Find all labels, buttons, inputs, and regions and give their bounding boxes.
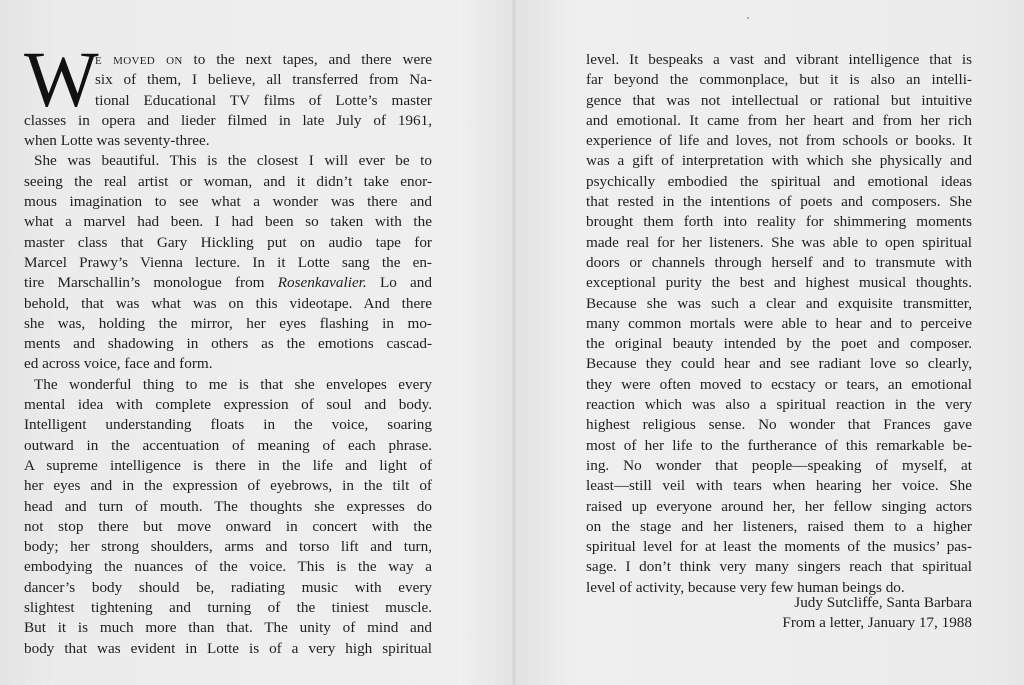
text-line: body; her strong shoulders, arms and torso lift and turn, bbox=[24, 538, 432, 556]
text-line: A supreme intelligence is there in the life and light of bbox=[24, 456, 432, 474]
text-line: and emotional. It came from her heart and from her rich bbox=[586, 111, 972, 129]
text-line: body that was evident in Lotte is of a very high spiritual bbox=[24, 639, 432, 657]
text-line: The wonderful thing to me is that she envelopes every bbox=[34, 375, 432, 393]
text-line-rest: Lo and bbox=[366, 274, 432, 292]
text-line: doors or channels through herself and to transmute with bbox=[586, 253, 972, 271]
text-line: they were often moved to ecstacy or tears, an emotional bbox=[586, 375, 972, 393]
text-line: psychically embodied the spiritual and emotional ideas bbox=[586, 172, 972, 190]
text-line: brought them forth into reality for shimmering moments bbox=[586, 213, 972, 231]
text-line: level. It bespeaks a vast and vibrant intelligence that is bbox=[586, 51, 972, 68]
text-line: on the stage and her listeners, raised them to a higher bbox=[586, 517, 972, 535]
text-line: mous imagination to see what a wonder was there and bbox=[24, 193, 432, 211]
text-line: Because she was such a clear and exquisite transmitter, bbox=[586, 294, 972, 312]
left-page-text bbox=[24, 37, 432, 659]
text-line: gence that was not intellectual or rational but intuitive bbox=[586, 91, 972, 109]
text-line: reaction which was also a spiritual reaction in the very bbox=[586, 396, 972, 414]
text-line: many common mortals were able to hear and to perceive bbox=[586, 314, 972, 332]
text-line: Because they could hear and see radiant love so clearly, bbox=[586, 355, 972, 373]
text-line: tional Educational TV films of Lotte’s master bbox=[95, 91, 432, 109]
opera-title: Rosenkavalier. bbox=[277, 274, 367, 292]
text-line: Marcel Prawy’s Vienna lecture. In it Lotte sang the en- bbox=[24, 253, 432, 271]
text-line: that rested in the intentions of poets and composers. She bbox=[586, 193, 972, 211]
text-line: raised up everyone around her, her fellow singing actors bbox=[586, 497, 972, 515]
small-caps-opening: e moved on bbox=[95, 51, 183, 68]
drop-cap: W bbox=[24, 37, 99, 124]
text-line: when Lotte was seventy-three. bbox=[24, 132, 210, 150]
text-line: not stop there but move onward in concert with the bbox=[24, 517, 432, 535]
text-line: six of them, I believe, all transferred from Na- bbox=[95, 71, 432, 89]
text-line: least—still veil with tears when hearing her voice. She bbox=[586, 477, 972, 495]
text-line: ing. No wonder that people—speaking of myself, at bbox=[586, 456, 972, 474]
right-page-text bbox=[586, 50, 972, 598]
text-line: dancer’s body should be, radiating music with every bbox=[24, 578, 432, 596]
text-line: classes in opera and lieder filmed in late July of 1961, bbox=[24, 111, 432, 129]
text-line: But it is much more than that. The unity of mind and bbox=[24, 619, 432, 637]
text-line: master class that Gary Hickling put on audio tape for bbox=[24, 233, 432, 251]
text-line: what a marvel had been. I had been so taken with the bbox=[24, 213, 432, 231]
text-line: behold, that was what was on this videotape. And there bbox=[24, 294, 432, 312]
text-line-rest: to the next tapes, and there were bbox=[182, 51, 432, 68]
text-line: most of her life to the furtherance of this remarkable be- bbox=[586, 436, 972, 454]
text-line: outward in the accentuation of meaning of each phrase. bbox=[24, 436, 432, 454]
text-line: embodying the nuances of the voice. This is the way a bbox=[24, 558, 432, 576]
text-line: head and turn of mouth. The thoughts she expresses do bbox=[24, 497, 432, 515]
text-line: mental idea with complete expression of soul and body. bbox=[24, 396, 432, 414]
signature-block bbox=[782, 593, 972, 634]
signature-source: From a letter, January 17, 1988 bbox=[782, 614, 972, 632]
text-line: made real for her listeners. She was able to open spiritual bbox=[586, 233, 972, 251]
text-line: exceptional purity the best and highest musical thoughts. bbox=[586, 274, 972, 292]
text-line: experience of life and loves, not from schools or books. It bbox=[586, 132, 972, 150]
page-fold bbox=[512, 0, 516, 685]
text-line: she was, holding the mirror, her eyes flashing in mo- bbox=[24, 314, 432, 332]
text-line: the original beauty intended by the poet and composer. bbox=[586, 335, 972, 353]
text-line: sage. I don’t think very many singers reach that spiritual bbox=[586, 558, 972, 576]
text-line: She was beautiful. This is the closest I will ever be to bbox=[34, 152, 432, 170]
text-line: far beyond the commonplace, but it is also an intelli- bbox=[586, 71, 972, 89]
text-line: her eyes and in the expression of eyebrows, in the tilt of bbox=[24, 477, 432, 495]
paper-speck bbox=[747, 17, 749, 19]
text-line: highest religious sense. No wonder that Frances gave bbox=[586, 416, 972, 434]
text-line bbox=[24, 273, 432, 293]
text-line: was a gift of interpretation with which she physically and bbox=[586, 152, 972, 170]
text-line: slightest tightening and turning of the tiniest muscle. bbox=[24, 599, 432, 617]
signature-name: Judy Sutcliffe, Santa Barbara bbox=[794, 594, 972, 611]
text-line: Intelligent understanding floats in the voice, soaring bbox=[24, 416, 432, 434]
text-line: ments and shadowing in others as the emotions cascad- bbox=[24, 335, 432, 353]
text-line: level of activity, because very few human beings do. bbox=[586, 578, 905, 596]
text-line-start: tire Marschallin’s monologue from bbox=[24, 274, 278, 292]
text-line: seeing the real artist or woman, and it didn’t take enor- bbox=[24, 172, 432, 190]
text-line: ed across voice, face and form. bbox=[24, 355, 213, 373]
text-line: spiritual level for at least the moments of the musics’ pas- bbox=[586, 538, 972, 556]
